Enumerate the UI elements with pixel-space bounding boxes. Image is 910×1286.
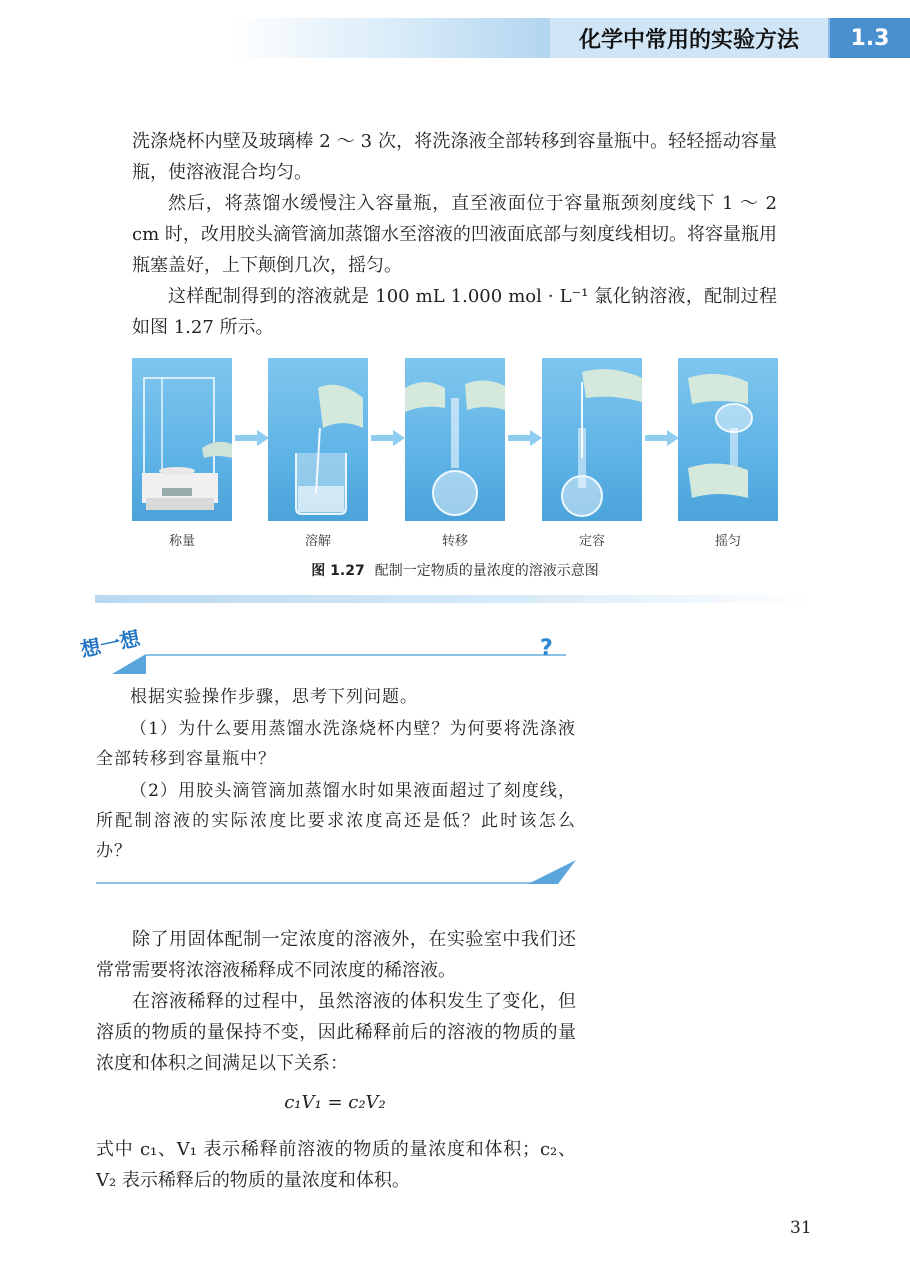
step-label-shaking: 摇匀 [714,534,741,549]
paragraph-1: 洗涤烧杯内壁及玻璃棒 2 ～ 3 次，将洗涤液全部转移到容量瓶中。轻轻摇动容量瓶，使溶液混合均匀。 [132,131,777,183]
figure-caption [132,560,778,580]
figure-1-27 [132,358,778,523]
figure-label: 图 1.27 [311,563,365,579]
photo-fixing-volume [542,358,642,521]
question-mark-icon: ? [540,636,553,661]
think-triangle-decoration [112,654,146,674]
think-question-1: （1）为什么要用蒸馏水洗涤烧杯内壁？为何要将洗涤液全部转移到容量瓶中？ [96,719,576,769]
paragraph-3: 这样配制得到的溶液就是 100 mL 1.000 mol · L⁻¹ 氯化钠溶液，配制过程如图 1.27 所示。 [132,286,777,338]
paragraph-6: 式中 c₁、V₁ 表示稀释前溶液的物质的量浓度和体积；c₂、V₂ 表示稀释后的物质的量浓度和体积。 [96,1139,576,1191]
section-number: 1.3 [830,18,910,58]
photo-shaking [678,358,778,521]
photo-dissolving [268,358,368,521]
arrow-right-icon [645,430,679,446]
arrow-right-icon [508,430,542,446]
paragraph-5: 在溶液稀释的过程中，虽然溶液的体积发生了变化，但溶质的物质的量保持不变，因此稀释前后的溶液的物质的量浓度和体积之间满足以下关系： [96,991,576,1074]
step-label-transferring: 转移 [441,534,468,549]
paragraph-2: 然后，将蒸馏水缓慢注入容量瓶，直至液面位于容量瓶颈刻度线下 1 ～ 2 cm 时，改用胶头滴管滴加蒸馏水至溶液的凹液面底部与刻度线相切。将容量瓶用瓶塞盖好，上下颠倒几次，摇匀。 [132,193,777,276]
balance-illustration [132,358,232,521]
figure-caption-text: 配制一定物质的量浓度的溶液示意图 [374,563,599,579]
think-question-2: （2）用胶头滴管滴加蒸馏水时如果液面超过了刻度线，所配制溶液的实际浓度比要求浓度高还是低？此时该怎么办？ [96,781,576,861]
photo-weighing [132,358,232,521]
arrow-right-icon [235,430,269,446]
inverted-flask-illustration [678,358,778,521]
arrow-decoration-icon [528,856,578,886]
section-divider [95,595,815,603]
think-intro: 根据实验操作步骤，思考下列问题。 [130,687,418,707]
think-bottom-rule [96,882,536,884]
think-badge: 想一想 [78,625,143,662]
step-label-weighing: 称量 [168,534,195,549]
step-label-fixing-volume: 定容 [578,534,605,549]
step-label-dissolving: 溶解 [304,534,331,549]
arrow-right-icon [371,430,405,446]
dropper-flask-illustration [542,358,642,521]
page-number: 31 [790,1218,812,1238]
flask-illustration [405,358,505,521]
beaker-illustration [268,358,368,521]
chapter-title: 化学中常用的实验方法 [550,18,828,58]
photo-transferring [405,358,505,521]
think-top-rule [146,654,566,656]
paragraph-4: 除了用固体配制一定浓度的溶液外，在实验室中我们还常常需要将浓溶液稀释成不同浓度的稀溶液。 [96,929,576,981]
dilution-equation: c₁V₁ = c₂V₂ [284,1092,386,1113]
